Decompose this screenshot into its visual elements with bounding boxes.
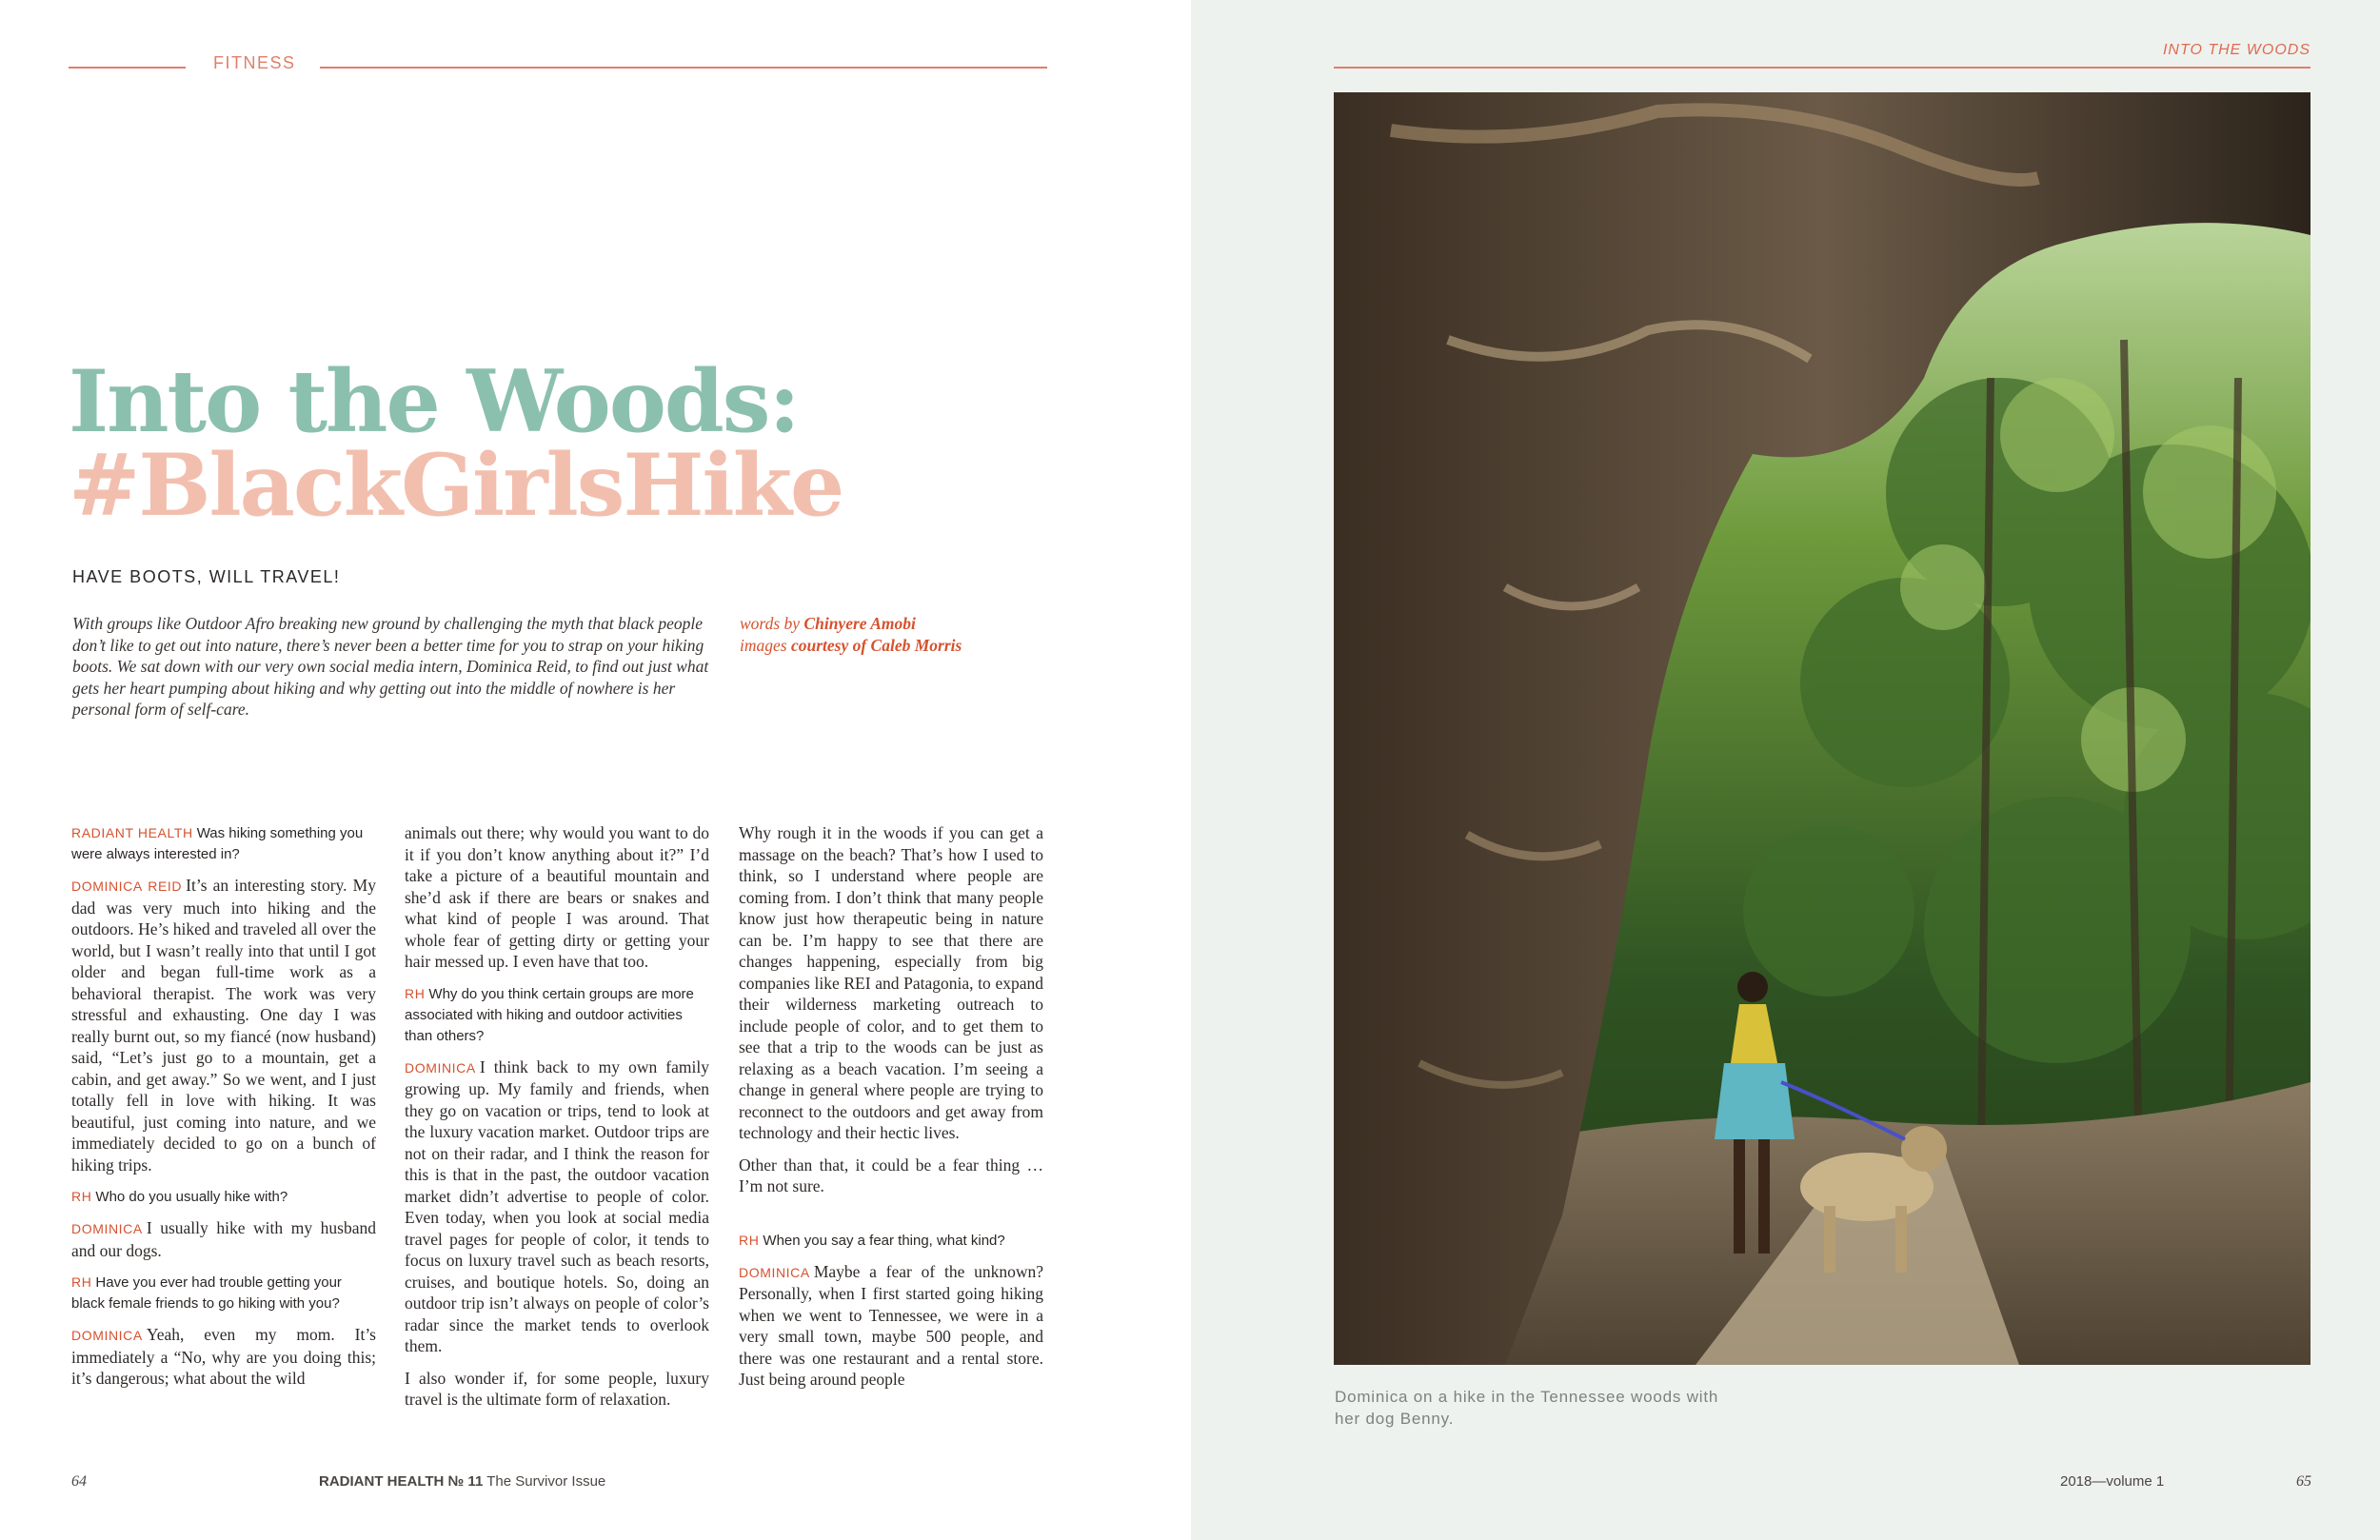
speaker-label: RH (71, 1274, 92, 1290)
answer-4-paragraph-2: I also wonder if, for some people, luxury travel is the ultimate form of relaxation. (405, 1368, 709, 1409)
answer-3 (71, 1324, 376, 1390)
interview-column-1 (71, 822, 376, 1400)
answer-3-continued: animals out there; why would you want to do it if you don’t know anything about it?” I’d take a picture of a beautiful mountain and she’d ask if there are bears or snakes and what kind of people I was around. That whole fear of getting dirty or getting your hair messed up. I even have that too. (405, 823, 709, 971)
answer-4-paragraph-3: Other than that, it could be a fear thing … I’m not sure. (739, 1155, 1043, 1195)
answer-4-continued: Why rough it in the woods if you can get a massage on the beach? That’s how I used to think, so I understand where people are coming from. I don’t think that many people know just how therapeutic being in nature can be. I’m happy to see that there are changes happening, especially from big companies like REI and Patagonia, to expand their wilderness marketing outreach to include people of color, and to get them to see that a trip to the woods can be just as relaxing as a beach vacation. I’m seeing a change in general where people are trying to reconnect to the outdoors and get away from technology and their hectic lives. (739, 823, 1043, 1142)
article-title (69, 351, 843, 536)
question-4 (405, 983, 709, 1047)
right-page-number: 65 (2296, 1473, 2311, 1490)
question-5 (739, 1230, 1043, 1252)
images-prefix: images (740, 635, 787, 655)
question-2 (71, 1186, 376, 1208)
speaker-label: RADIANT HEALTH (71, 825, 193, 840)
title-line-1: Into the Woods: (69, 351, 799, 452)
header-rule-left-short (69, 67, 186, 69)
article-credits (740, 613, 962, 656)
speaker-label: RH (739, 1232, 760, 1248)
question-3 (71, 1272, 376, 1314)
title-line-2: #BlackGirlsHike (69, 435, 843, 536)
speaker-label: RH (71, 1189, 92, 1204)
speaker-label: DOMINICA (71, 1328, 143, 1343)
answer-1 (71, 875, 376, 1175)
issue-volume: 2018—volume 1 (2060, 1473, 2165, 1490)
running-head: INTO THE WOODS (2162, 42, 2311, 58)
hiking-photo (1334, 92, 2311, 1365)
cave-trail-illustration (1334, 92, 2311, 1365)
answer-5 (739, 1261, 1043, 1391)
answer-text: I usually hike with my husband and our dogs. (71, 1218, 376, 1260)
words-prefix: words by (740, 614, 801, 633)
answer-4 (405, 1056, 709, 1357)
answer-text: It’s an interesting story. My dad was very much into hiking and the outdoors. He’s hiked and traveled all over the world, but I wasn’t really into that until I got older and began full-time work as a behavioral therapist. The work was very stressful and exhausting. One day I was really burnt out, so my fiancé (now husband) said, “Let’s just go to a mountain, get a cabin, and get away.” So we went, and I just totally fell in love with hiking. It was beautiful, just coming into nature, and we immediately decided to go on a bunch of hiking trips. (71, 876, 376, 1175)
question-text: When you say a fear thing, what kind? (763, 1232, 1005, 1249)
question-text: Why do you think certain groups are more associated with hiking and outdoor activities than others? (405, 985, 694, 1044)
magazine-issue: The Survivor Issue (486, 1473, 606, 1490)
magazine-footer (319, 1473, 605, 1490)
question-text: Who do you usually hike with? (95, 1189, 288, 1205)
photo-caption: Dominica on a hike in the Tennessee woods with her dog Benny. (1335, 1388, 1719, 1428)
speaker-label: DOMINICA REID (71, 879, 183, 894)
header-rule-left-long (320, 67, 1047, 69)
photographer-credit: courtesy of Caleb Morris (790, 635, 962, 655)
author-name: Chinyere Amobi (803, 614, 916, 633)
article-dek: With groups like Outdoor Afro breaking new ground by challenging the myth that black people don’t like to get out into nature, there’s never been a better time for you to strap on your hiking boots. We sat down with our very own social media intern, Dominica Reid, to find out just what gets her heart pumping about hiking and why getting out into the middle of nowhere is her personal form of self-care. (72, 614, 709, 719)
interview-column-2 (405, 822, 709, 1421)
answer-2 (71, 1217, 376, 1261)
section-label: FITNESS (213, 53, 296, 72)
question-text: Was hiking something you were always interested in? (71, 825, 364, 862)
question-text: Have you ever had trouble getting your black female friends to go hiking with you? (71, 1274, 342, 1312)
speaker-label: DOMINICA (71, 1221, 143, 1236)
speaker-label: DOMINICA (405, 1059, 476, 1076)
magazine-name: RADIANT HEALTH № 11 (319, 1473, 484, 1490)
answer-text: Yeah, even my mom. It’s immediately a “No, why are you doing this; it’s dangerous; what about the wild (71, 1325, 376, 1388)
answer-text: I think back to my own family growing up. My family and friends, when they go on vacation or trips, tend to look at the luxury vacation market. Outdoor trips are not on their radar, and I think the reason for this is that in the past, the outdoor vacation market didn’t advertise to people of color. Even today, when you look at social media travel pages for people of color, it tends to focus on luxury travel such as beach resorts, cruises, and boutique hotels. So, doing an outdoor trip isn’t always on people of color’s radar since the market tends to overlook them. (405, 1056, 709, 1355)
header-rule-right (1334, 67, 2311, 69)
speaker-label: DOMINICA (739, 1264, 810, 1280)
left-page-number: 64 (71, 1473, 87, 1490)
article-kicker: HAVE BOOTS, WILL TRAVEL! (72, 567, 341, 586)
question-1 (71, 822, 376, 865)
speaker-label: RH (405, 985, 426, 1001)
answer-text: Maybe a fear of the unknown? Personally, when I first started going hiking when we went to Tennessee, we were in a very small town, maybe 500 people, and there was one restaurant and a rental store. Just being around people (739, 1261, 1043, 1389)
interview-column-3 (739, 822, 1043, 1401)
